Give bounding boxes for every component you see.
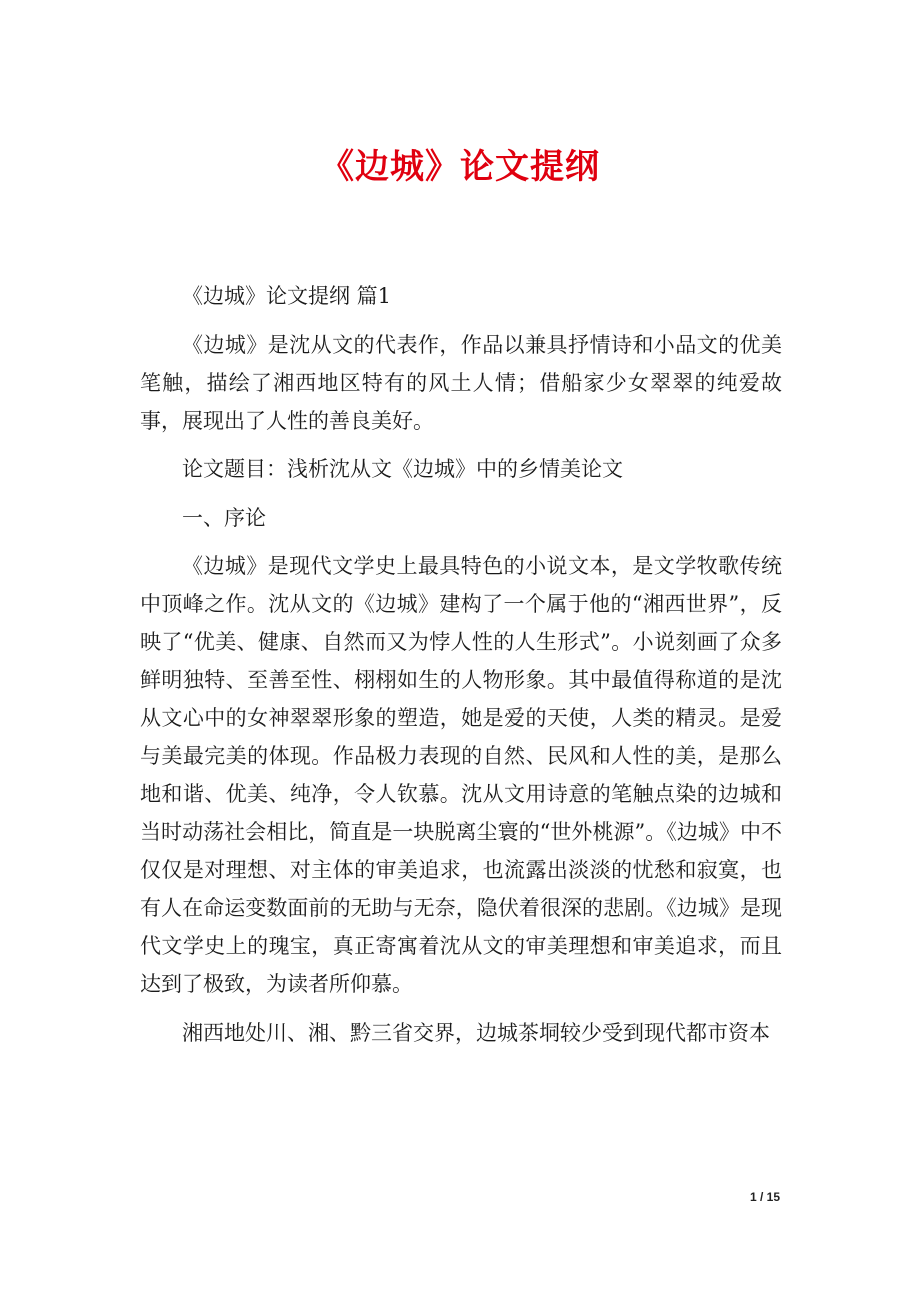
thesis-topic: 论文题目：浅析沈从文《边城》中的乡情美论文	[182, 457, 623, 481]
document-body	[140, 277, 782, 1062]
body-paragraph: 湘西地处川、湘、黔三省交界，边城茶垌较少受到现代都市资本	[182, 1020, 770, 1045]
intro-paragraph: 《边城》是沈从文的代表作，作品以兼具抒情诗和小品文的优美笔触，描绘了湘西地区特有的风土人情；借船家少女翠翠的纯爱故事，展现出了人性的善良美好。	[140, 332, 782, 433]
page-number: 1 / 15	[749, 1190, 780, 1204]
section-heading: 《边城》论文提纲 篇1	[182, 284, 392, 308]
body-paragraph: 《边城》是现代文学史上最具特色的小说文本，是文学牧歌传统中顶峰之作。沈从文的《边城》建构了一个属于他的“湘西世界”，反映了“优美、健康、自然而又为悖人性的人生形式”。小说刻画了众多鲜明独特、至善至性、栩栩如生的人物形象。其中最值得称道的是沈从文心中的女神翠翠形象的塑造，她是爱的天使，人类的精灵。是爱与美最完美的体现。作品极力表现的自然、民风和人性的美，是那么地和谐、优美、纯净，令人钦慕。沈从文用诗意的笔触点染的边城和当时动荡社会相比，简直是一块脱离尘寰的“世外桃源”。《边城》中不仅仅是对理想、对主体的审美追求，也流露出淡淡的忧愁和寂寞，也有人在命运变数面前的无助与无奈，隐伏着很深的悲剧。《边城》是现代文学史上的瑰宝，真正寄寓着沈从文的审美理想和审美追求，而且达到了极致，为读者所仰慕。	[140, 554, 782, 996]
document-title: 《边城》论文提纲	[320, 147, 600, 187]
chapter-heading: 一、序论	[182, 505, 266, 530]
